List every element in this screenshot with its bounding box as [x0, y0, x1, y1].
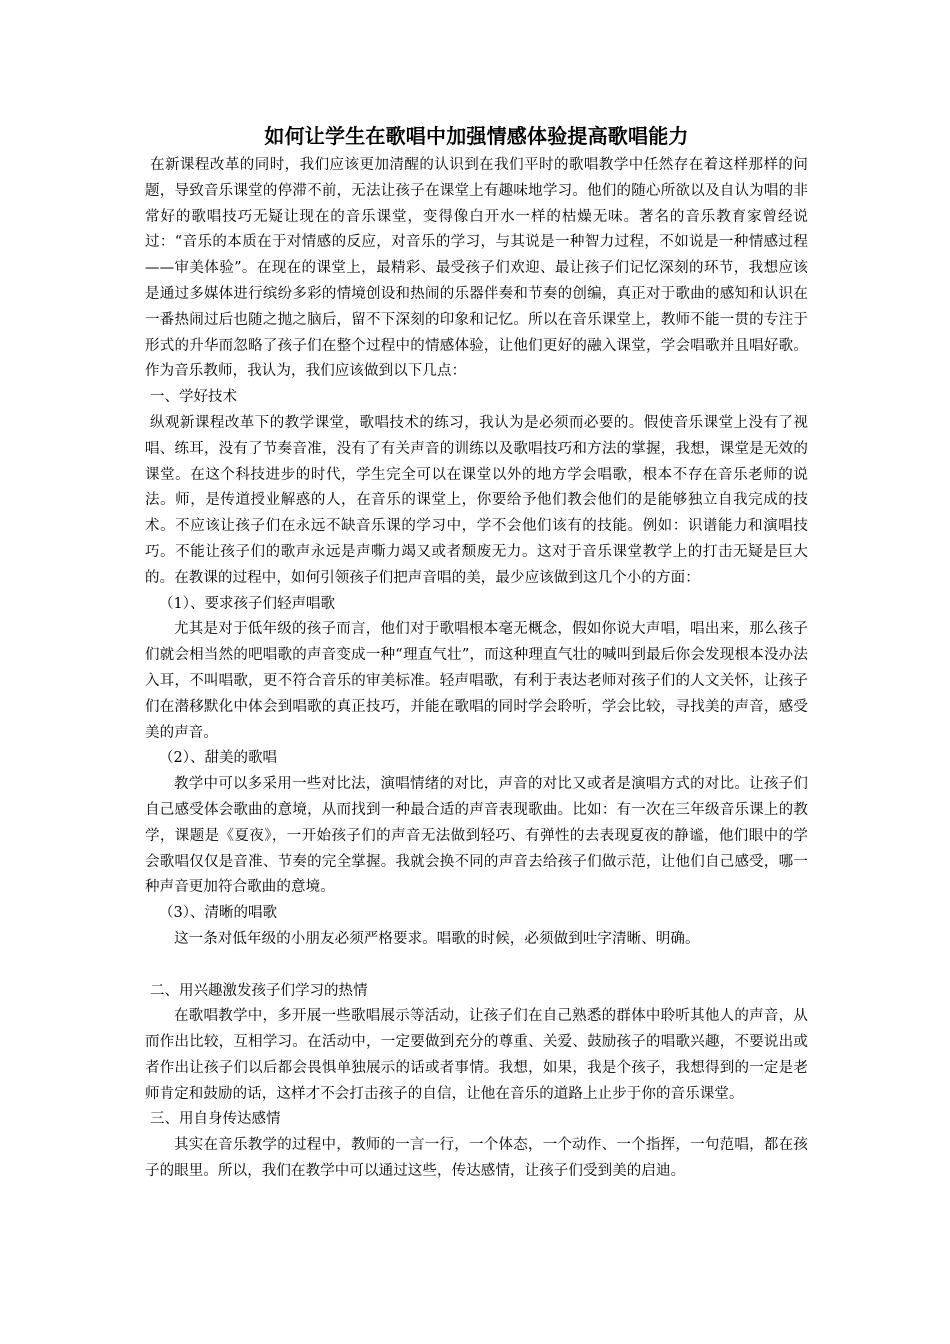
subsection-body-sweet-singing: 教学中可以多采用一些对比法，演唱情绪的对比，声音的对比又或者是演唱方式的对比。让孩子们自己感受体会歌曲的意境，从而找到一种最合适的声音表现歌曲。比如：有一次在三年级音乐课上的教学，课题是《夏夜》，一开始孩子们的声音无法做到轻巧、有弹性的去表现夏夜的静谧，他们眼中的学会歌唱仅仅是音准、节奏的完全掌握。我就会换不同的声音去给孩子们做示范，让他们自己感受，哪一种声音更加符合歌曲的意境。	[145, 776, 808, 896]
document-title: 如何让学生在歌唱中加强情感体验提高歌唱能力	[264, 124, 689, 148]
section-heading-interest: 二、用兴趣激发孩子们学习的热情	[150, 982, 368, 999]
blank-line	[145, 953, 808, 979]
subsection-heading-soft-singing: （1）、要求孩子们轻声唱歌	[159, 595, 335, 612]
section-body-interest: 在歌唱教学中，多开展一些歌唱展示等活动，让孩子们在自己熟悉的群体中聆听其他人的声音，从而作出比较，互相学习。在活动中，一定要做到充分的尊重、关爱、鼓励孩子的唱歌兴趣，不要说出或者作出让孩子们以后都会畏惧单独展示的话或者事情。我想，如果，我是个孩子，我想得到的一定是老师肯定和鼓励的话，这样才不会打击孩子的自信，让他在音乐的道路上止步于你的音乐课堂。	[145, 1008, 808, 1102]
subsection-heading-clear-singing: （3）、清晰的唱歌	[159, 905, 277, 922]
intro-paragraph: 在新课程改革的同时，我们应该更加清醒的认识到在我们平时的歌唱教学中任然存在着这样那样的问题，导致音乐课堂的停滞不前，无法让孩子在课堂上有趣味地学习。他们的随心所欲以及自认为唱的非常好的歌唱技巧无疑让现在的音乐课堂，变得像白开水一样的枯燥无味。著名的音乐教育家曾经说过：“音乐的本质在于对情感的反应，对音乐的学习，与其说是一种智力过程，不如说是一种情感过程——审美体验”。在现在的课堂上，最精彩、最受孩子们欢迎、最让孩子们记忆深刻的环节，我想应该是通过多媒体进行缤纷多彩的情境创设和热闹的乐器伴奏和节奏的创编，真正对于歌曲的感知和认识在一番热闹过后也随之抛之脑后，留不下深刻的印象和记忆。所以在音乐课堂上，教师不能一贯的专注于形式的升华而忽略了孩子们在整个过程中的情感体验，让他们更好的融入课堂，学会唱歌并且唱好歌。作为音乐教师，我认为，我们应该做到以下几点：	[145, 157, 808, 380]
section-heading-technique: 一、学好技术	[150, 389, 237, 406]
section-body-technique: 纵观新课程改革下的教学课堂，歌唱技术的练习，我认为是必须而必要的。假使音乐课堂上没有了视唱、练耳，没有了节奏音准，没有了有关声音的训练以及歌唱技巧和方法的掌握，我想，课堂是无效的课堂。在这个科技进步的时代，学生完全可以在课堂以外的地方学会唱歌，根本不存在音乐老师的说法。师，是传道授业解惑的人，在音乐的课堂上，你要给予他们教会他们的是能够独立自我完成的技术。不应该让孩子们在永远不缺音乐课的学习中，学不会他们该有的技能。例如：识谱能力和演唱技巧。不能让孩子们的歌声永远是声嘶力竭又或者颓废无力。这对于音乐课堂教学上的打击无疑是巨大的。在教课的过程中，如何引领孩子们把声音唱的美，最少应该做到这几个小的方面：	[145, 414, 808, 586]
subsection-body-clear-singing: 这一条对低年级的小朋友必须严格要求。唱歌的时候，必须做到吐字清晰、明确。	[174, 930, 700, 947]
subsection-heading-sweet-singing: （2）、甜美的歌唱	[159, 750, 277, 767]
subsection-body-soft-singing: 尤其是对于低年级的孩子而言，他们对于歌唱根本毫无概念，假如你说大声唱，唱出来，那么孩子们就会相当然的吧唱歌的声音变成一种“理直气壮”，而这种理直气壮的喊叫到最后你会发现根本没办法入耳，不叫唱歌，更不符合音乐的审美标准。轻声唱歌，有利于表达老师对孩子们的人文关怀，让孩子们在潜移默化中体会到唱歌的真正技巧，并能在歌唱的同时学会聆听，学会比较，寻找美的声音，感受美的声音。	[145, 621, 808, 741]
section-heading-emotion: 三、用自身传达感情	[150, 1111, 281, 1128]
document-body	[145, 119, 808, 1185]
section-body-emotion: 其实在音乐教学的过程中，教师的一言一行，一个体态，一个动作、一个指挥，一句范唱，都在孩子的眼里。所以，我们在教学中可以通过这些，传达感情，让孩子们受到美的启迪。	[145, 1137, 808, 1180]
